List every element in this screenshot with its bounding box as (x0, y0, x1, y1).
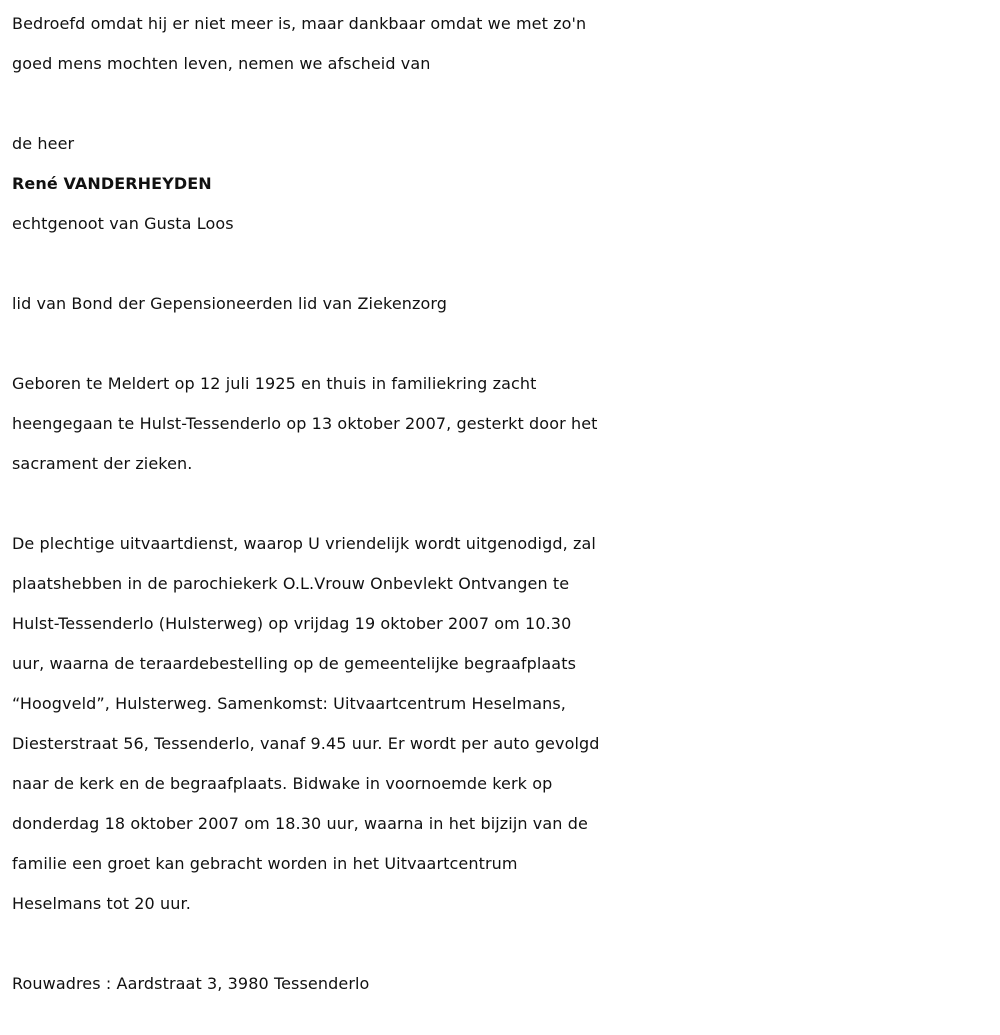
spacer (12, 924, 992, 964)
birth-death-line: sacrament der zieken. (12, 454, 193, 473)
deceased-name: René VANDERHEYDEN (12, 174, 212, 193)
service-line: De plechtige uitvaartdienst, waarop U vriendelijk wordt uitgenodigd, zal (12, 534, 596, 553)
spouse-line: echtgenoot van Gusta Loos (12, 214, 234, 233)
service-line: Heselmans tot 20 uur. (12, 894, 191, 913)
intro-line: goed mens mochten leven, nemen we afscheid van (12, 54, 431, 73)
service-line: Hulst-Tessenderlo (Hulsterweg) op vrijdag 19 oktober 2007 om 10.30 (12, 614, 572, 633)
service-line: “Hoogveld”, Hulsterweg. Samenkomst: Uitvaartcentrum Heselmans, (12, 694, 566, 713)
service-line: Diesterstraat 56, Tessenderlo, vanaf 9.45 uur. Er wordt per auto gevolgd (12, 734, 600, 753)
service-line: familie een groet kan gebracht worden in het Uitvaartcentrum (12, 854, 518, 873)
service-line: uur, waarna de teraardebestelling op de gemeentelijke begraafplaats (12, 654, 577, 673)
spacer (12, 324, 992, 364)
obituary-notice (12, 4, 992, 1004)
birth-death-line: Geboren te Meldert op 12 juli 1925 en thuis in familiekring zacht (12, 374, 537, 393)
service-line: donderdag 18 oktober 2007 om 18.30 uur, waarna in het bijzijn van de (12, 814, 588, 833)
memberships-line: lid van Bond der Gepensioneerden lid van Ziekenzorg (12, 294, 448, 313)
spacer (12, 84, 992, 124)
birth-death-line: heengegaan te Hulst-Tessenderlo op 13 oktober 2007, gesterkt door het (12, 414, 598, 433)
intro-line: Bedroefd omdat hij er niet meer is, maar dankbaar omdat we met zo'n (12, 14, 587, 33)
service-line: plaatshebben in de parochiekerk O.L.Vrouw Onbevlekt Ontvangen te (12, 574, 570, 593)
title-prefix: de heer (12, 134, 75, 153)
service-line: naar de kerk en de begraafplaats. Bidwake in voornoemde kerk op (12, 774, 553, 793)
mourning-address: Rouwadres : Aardstraat 3, 3980 Tessenderlo (12, 974, 370, 993)
spacer (12, 244, 992, 284)
spacer (12, 484, 992, 524)
